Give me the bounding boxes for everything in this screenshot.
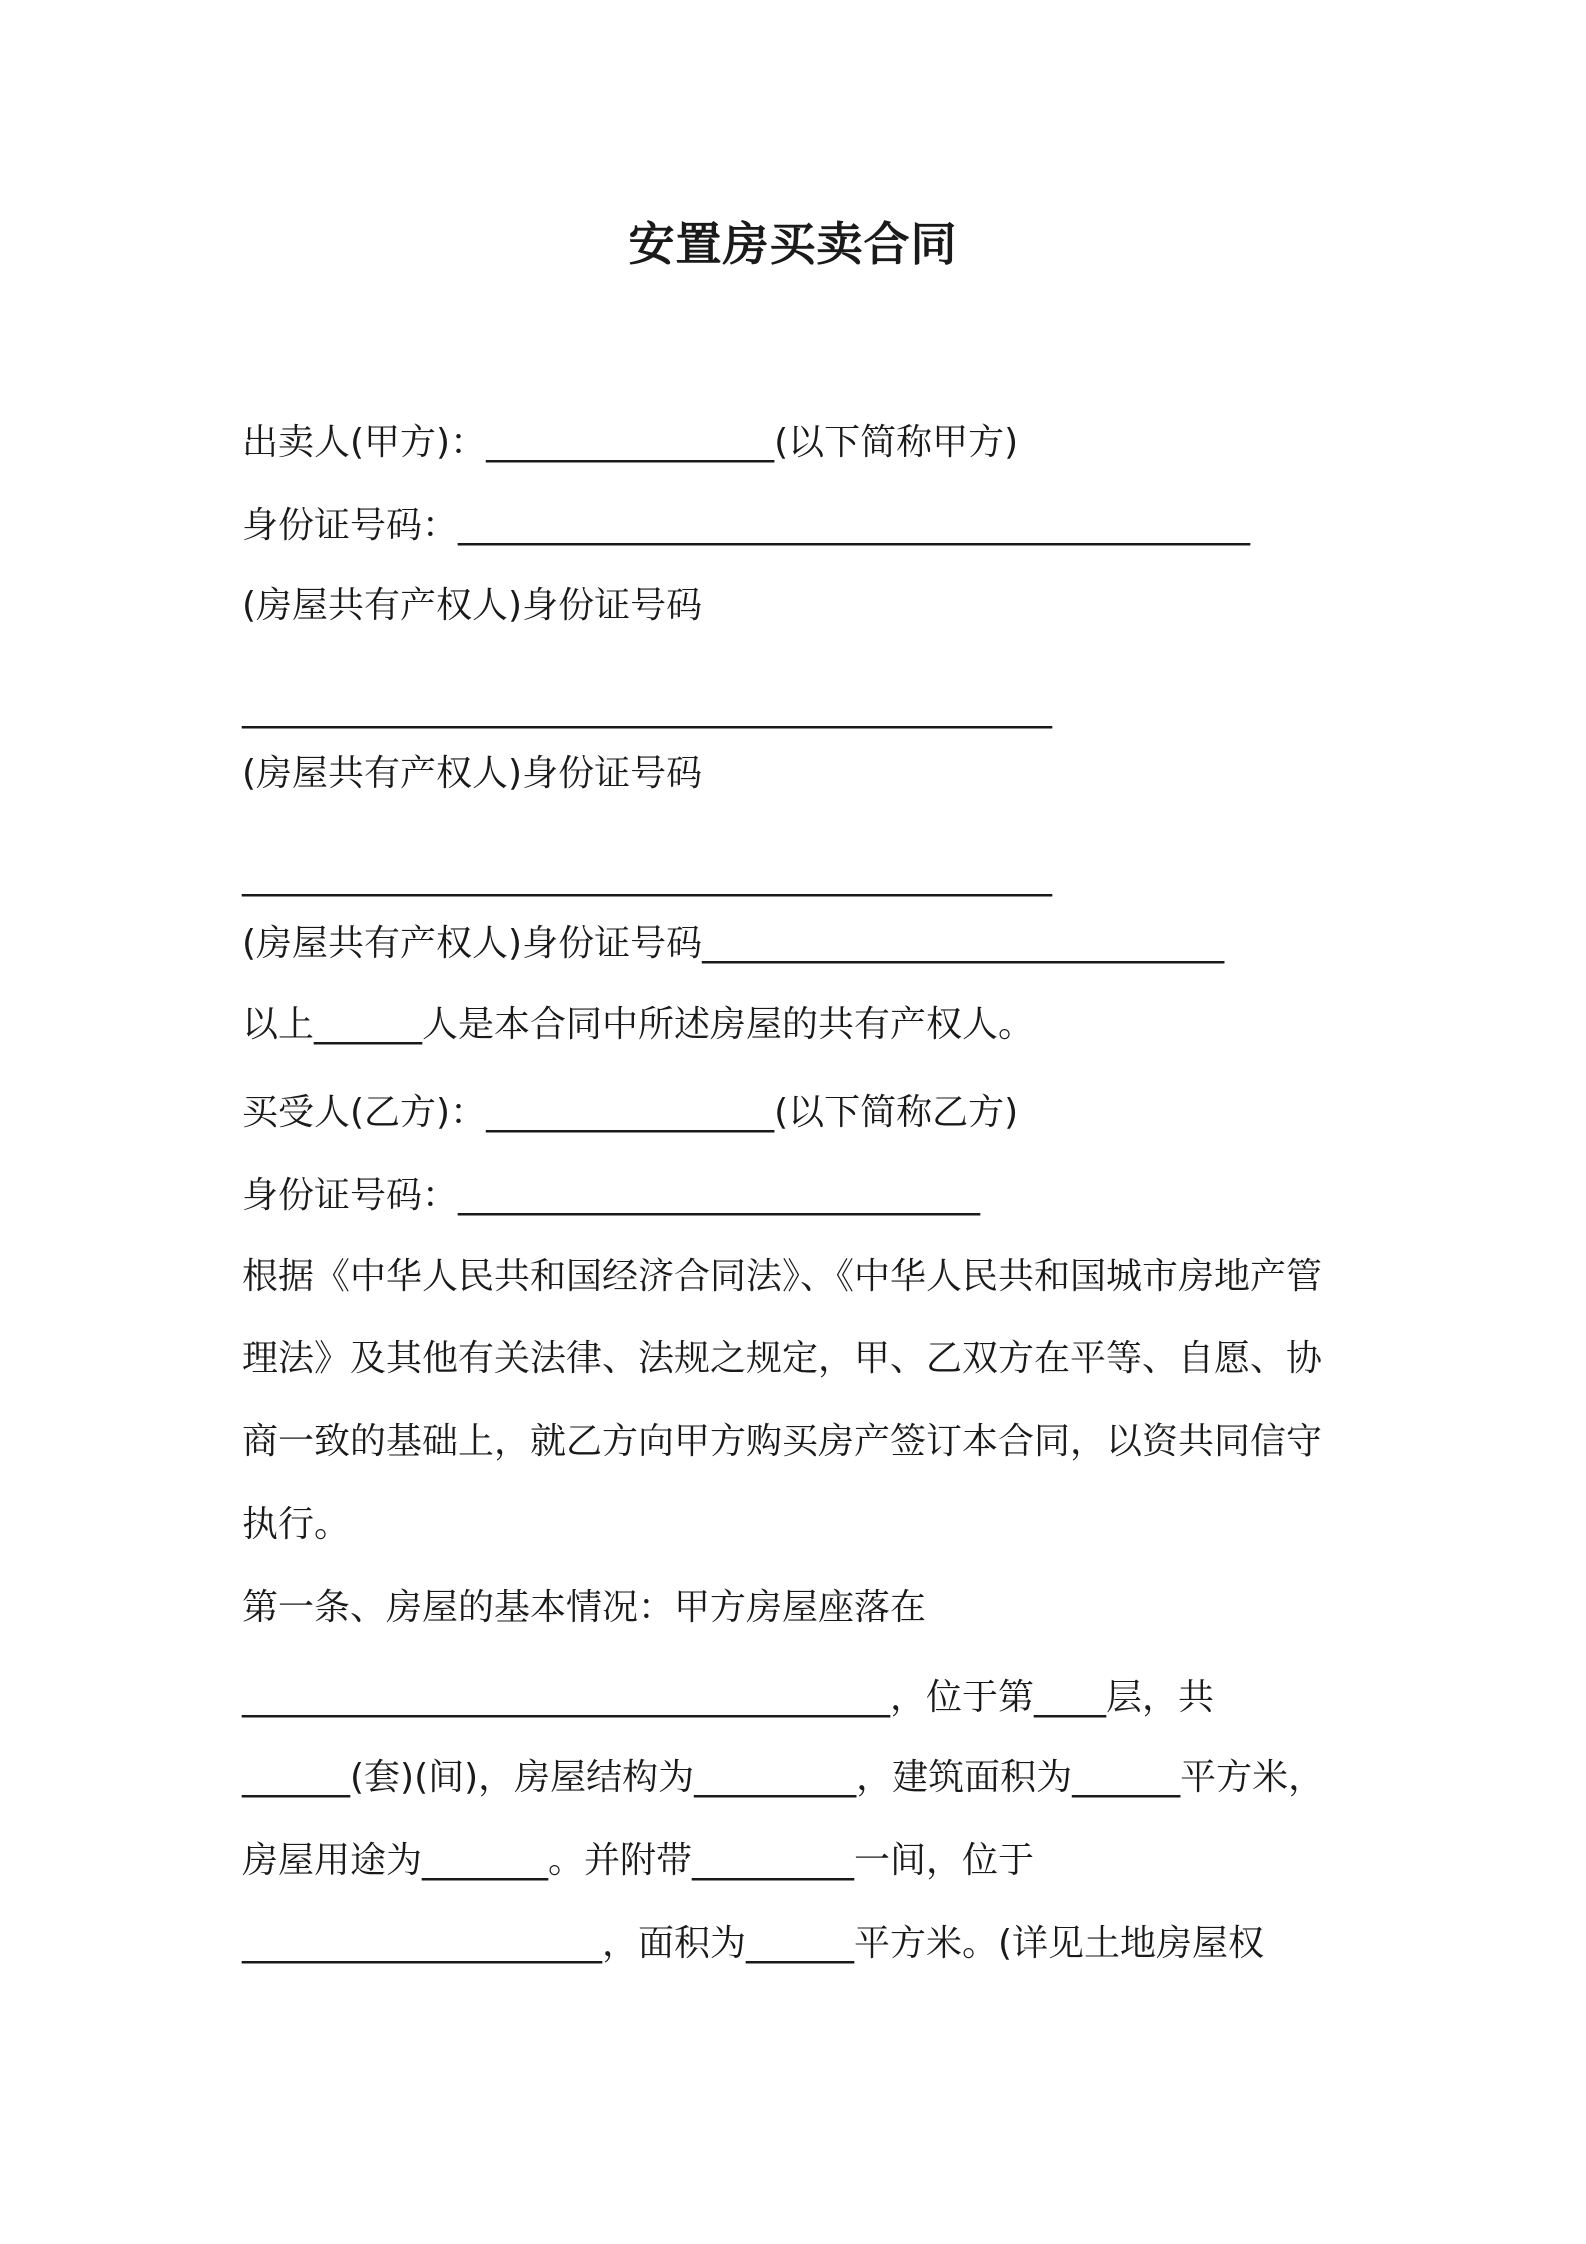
preamble-line-1: 根据《中华人民共和国经济合同法》、《中华人民共和国城市房地产管: [242, 1256, 1323, 1297]
co-owner-3-line: (房屋共有产权人)身份证号码_____________________________: [242, 923, 1225, 964]
article-1-line-3: 房屋用途为_______。并附带_________一间，位于: [242, 1840, 1035, 1881]
seller-line: 出卖人(甲方)：________________(以下简称甲方): [242, 422, 1019, 463]
article-1-heading: 第一条、房屋的基本情况：甲方房屋座落在: [242, 1587, 927, 1628]
co-owner-2-label: (房屋共有产权人)身份证号码: [242, 753, 703, 794]
preamble-line-3: 商一致的基础上，就乙方向甲方购买房产签订本合同，以资共同信守: [242, 1421, 1323, 1462]
buyer-line: 买受人(乙方)：________________(以下简称乙方): [242, 1092, 1019, 1133]
article-1-line-1: ____________________________________，位于第____层，共: [242, 1677, 1215, 1718]
preamble-line-2: 理法》及其他有关法律、法规之规定，甲、乙双方在平等、自愿、协: [242, 1338, 1323, 1379]
document-title: 安置房买卖合同: [628, 217, 958, 271]
co-owner-2-blank: _____________________________________________: [242, 856, 1052, 897]
co-owner-count-line: 以上______人是本合同中所述房屋的共有产权人。: [242, 1004, 1035, 1045]
preamble-line-4: 执行。: [242, 1504, 351, 1545]
article-1-line-2: ______(套)(间)，房屋结构为_________，建筑面积为______平方米，: [242, 1757, 1325, 1798]
seller-id-line: 身份证号码：____________________________________________: [242, 505, 1251, 546]
co-owner-1-label: (房屋共有产权人)身份证号码: [242, 585, 703, 626]
co-owner-1-blank: _____________________________________________: [242, 688, 1052, 729]
buyer-id-line: 身份证号码：_____________________________: [242, 1175, 981, 1216]
article-1-line-4: ____________________，面积为______平方米。(详见土地房屋权: [242, 1923, 1265, 1964]
